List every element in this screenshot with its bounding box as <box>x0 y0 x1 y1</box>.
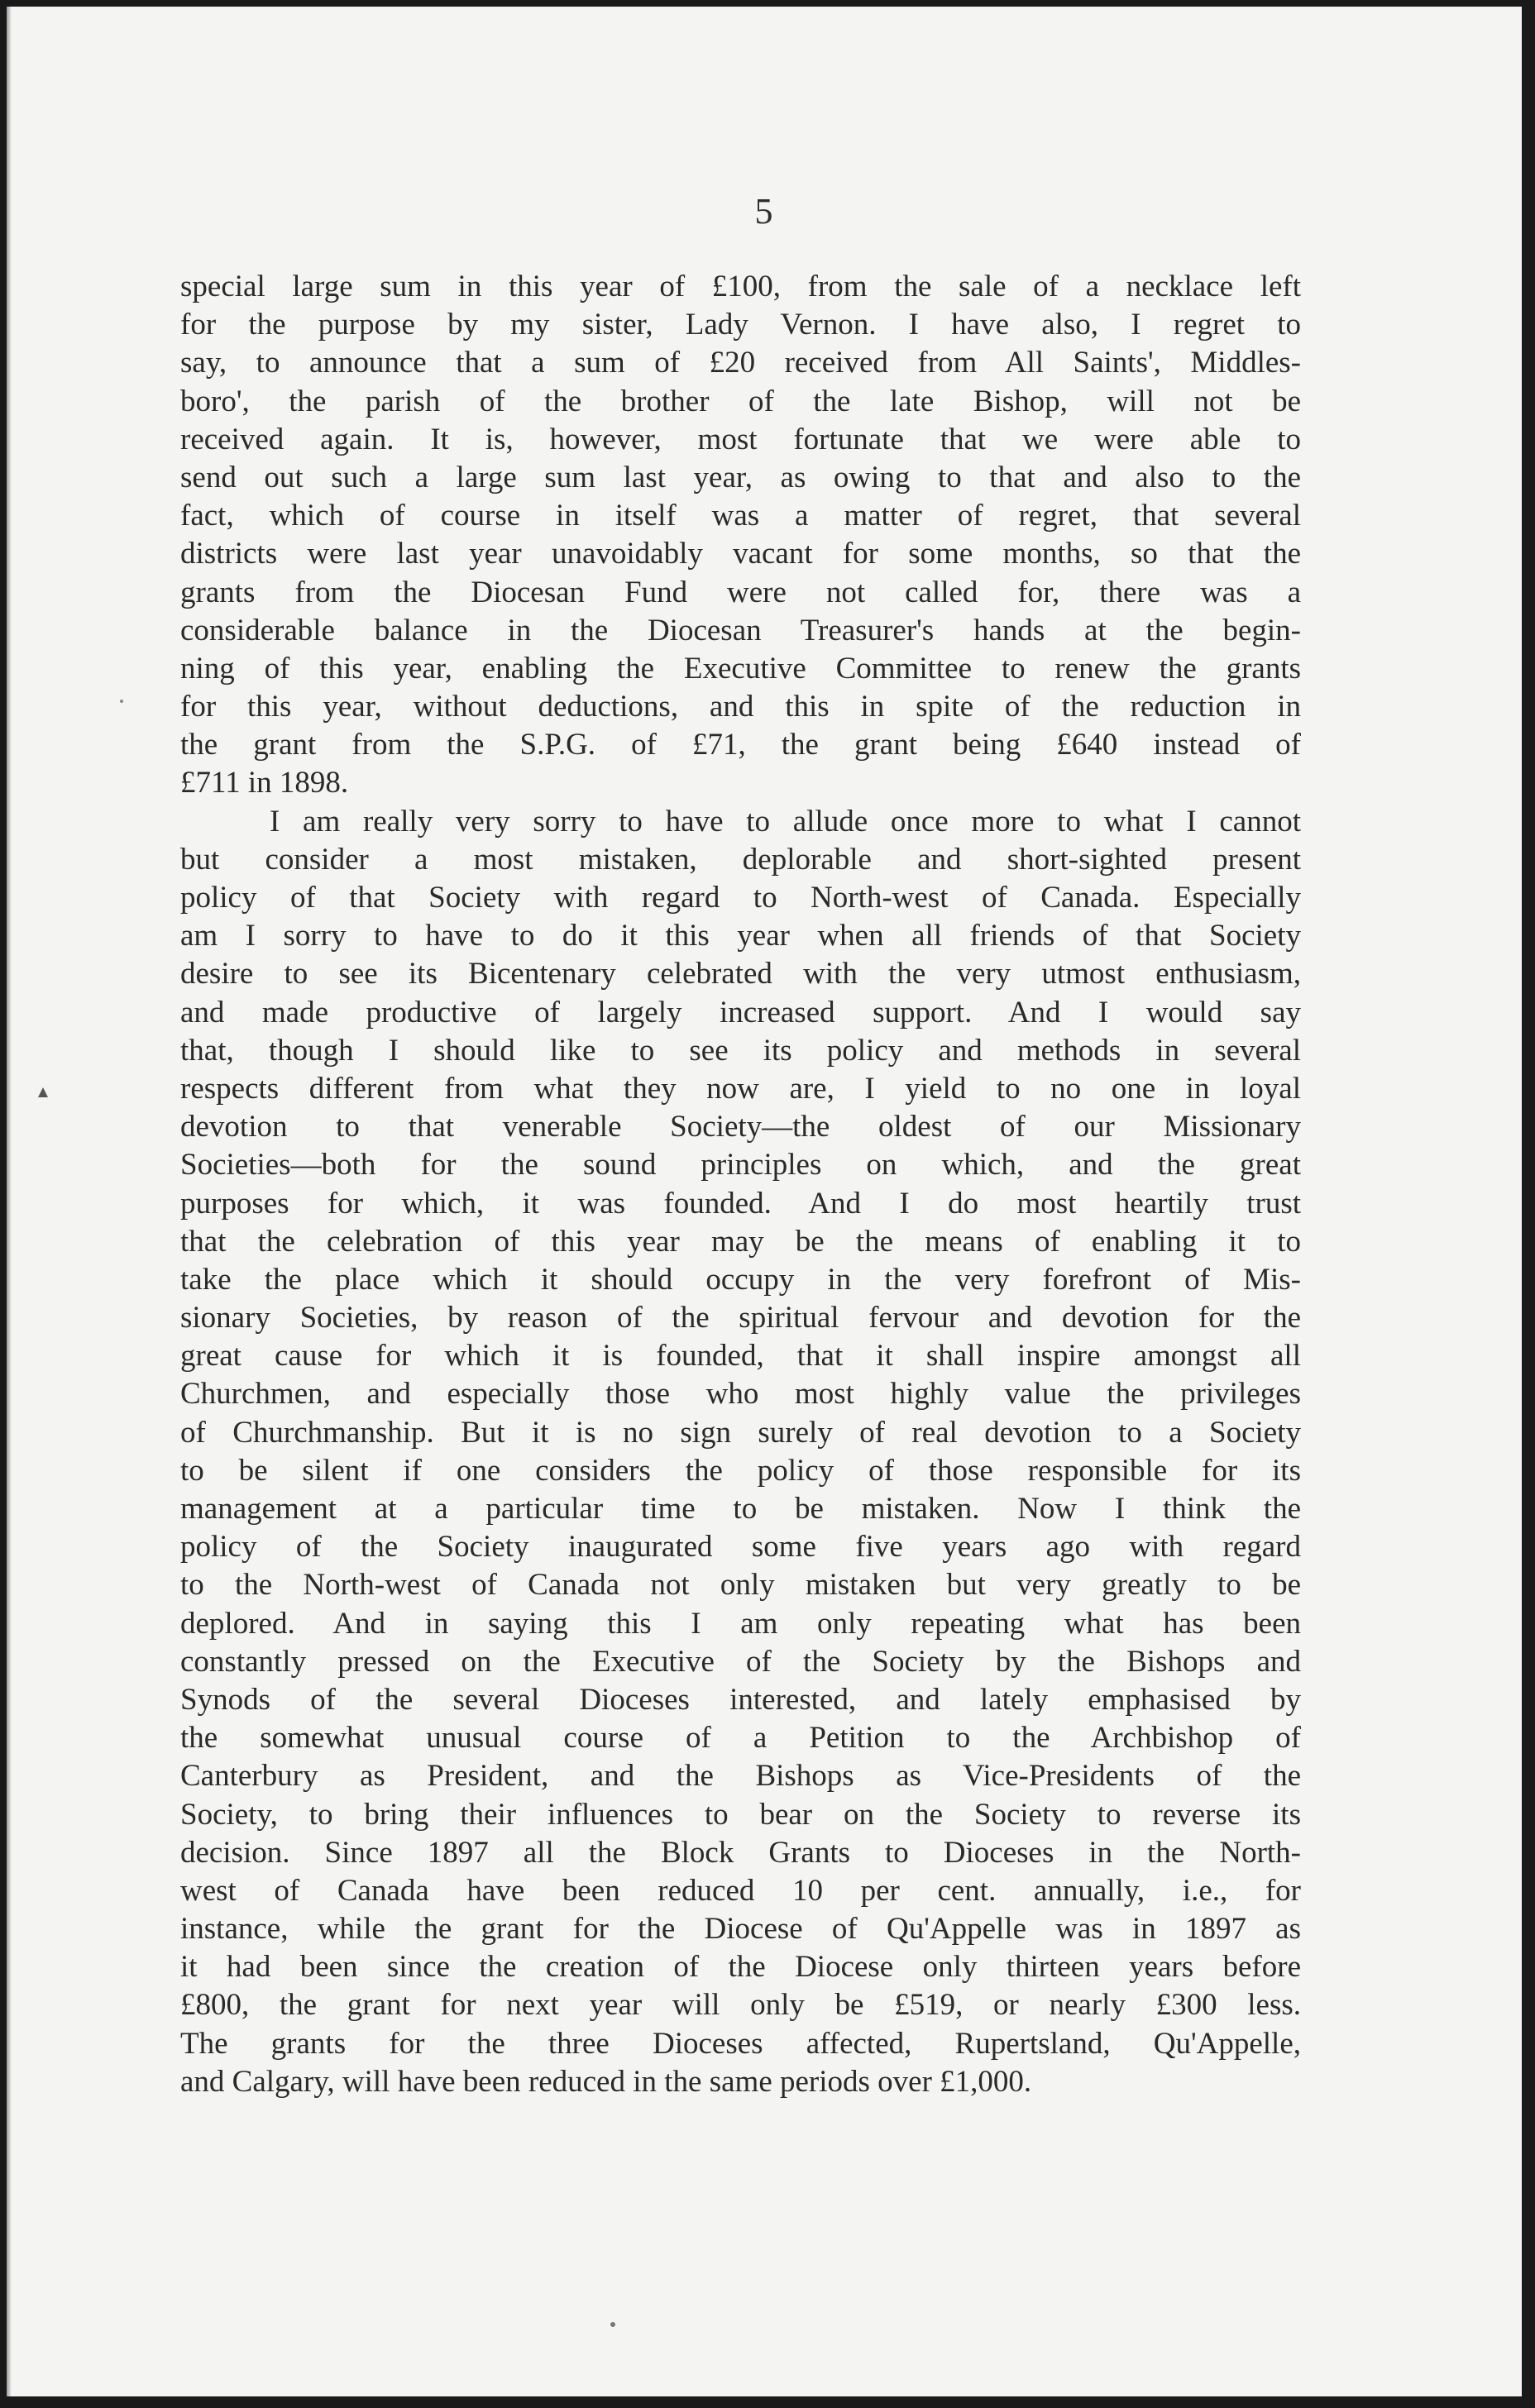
text-line: respects different from what they now are, I yield to no one in loyal <box>180 1071 1301 1106</box>
text-line: fact, which of course in itself was a matter of regret, that several <box>180 499 1301 533</box>
text-line: Churchmen, and especially those who most highly value the privileges <box>180 1377 1301 1412</box>
text-line: policy of that Society with regard to North-west of Canada. Especially <box>180 881 1301 915</box>
text-line: £711 in 1898. <box>180 766 349 800</box>
text-line: west of Canada have been reduced 10 per cent. annually, i.e., for <box>180 1873 1301 1908</box>
text-line: decision. Since 1897 all the Block Grants to Dioceses in the North- <box>180 1835 1301 1870</box>
text-line: to be silent if one considers the policy of those responsible for its <box>180 1453 1301 1488</box>
paragraph <box>180 803 1301 2101</box>
text-line: send out such a large sum last year, as owing to that and also to the <box>180 460 1301 494</box>
text-line: for this year, without deductions, and this in spite of the reduction in <box>180 690 1301 724</box>
text-line: grants from the Diocesan Fund were not called for, there was a <box>180 575 1301 609</box>
text-line: management at a particular time to be mistaken. Now I think the <box>180 1492 1301 1526</box>
text-line: to the North-west of Canada not only mistaken but very greatly to be <box>180 1568 1301 1603</box>
text-line: special large sum in this year of £100, from the sale of a necklace left <box>180 270 1301 303</box>
text-line: districts were last year unavoidably vacant for some months, so that the <box>180 537 1301 571</box>
text-line: and made productive of largely increased support. And I would say <box>180 995 1301 1030</box>
text-line: and Calgary, will have been reduced in the same periods over £1,000. <box>180 2064 1032 2099</box>
footer-speck <box>610 2322 615 2327</box>
text-line: I am really very sorry to have to allude once more to what I cannot <box>270 804 1301 838</box>
page-left-shadow <box>7 7 12 2396</box>
text-line: for the purpose by my sister, Lady Vernon. I have also, I regret to <box>180 308 1301 342</box>
text-line: the grant from the S.P.G. of £71, the grant being £640 instead of <box>180 728 1301 762</box>
text-line: considerable balance in the Diocesan Treasurer's hands at the begin- <box>180 613 1301 647</box>
text-line: the somewhat unusual course of a Petition to the Archbishop of <box>180 1721 1301 1756</box>
text-line: instance, while the grant for the Diocese of Qu'Appelle was in 1897 as <box>180 1912 1301 1947</box>
text-line: say, to announce that a sum of £20 received from All Saints', Middles- <box>180 346 1301 380</box>
text-line: great cause for which it is founded, that it shall inspire amongst all <box>180 1339 1301 1374</box>
text-line: policy of the Society inaugurated some five years ago with regard <box>180 1530 1301 1565</box>
text-line: sionary Societies, by reason of the spiritual fervour and devotion for the <box>180 1301 1301 1335</box>
text-line: that the celebration of this year may be the means of enabling it to <box>180 1224 1301 1259</box>
paragraph <box>180 268 1301 803</box>
text-line: that, though I should like to see its policy and methods in several <box>180 1033 1301 1068</box>
text-line: Synods of the several Dioceses interested, and lately emphasised by <box>180 1682 1301 1717</box>
scan-border-top <box>0 0 1535 7</box>
text-line: purposes for which, it was founded. And I do most heartily trust <box>180 1186 1301 1221</box>
text-line: Societies—both for the sound principles on which, and the great <box>180 1148 1301 1182</box>
text-line: am I sorry to have to do it this year when all friends of that Society <box>180 919 1301 953</box>
margin-speck <box>120 700 123 703</box>
text-line: ning of this year, enabling the Executive Committee to renew the grants <box>180 651 1301 686</box>
document-page <box>7 7 1522 2396</box>
text-line: deplored. And in saying this I am only repeating what has been <box>180 1606 1301 1641</box>
text-line: £800, the grant for next year will only be £519, or nearly £300 less. <box>180 1988 1301 2023</box>
text-line: devotion to that venerable Society—the oldest of our Missionary <box>180 1110 1301 1144</box>
page-number: 5 <box>754 191 774 232</box>
margin-arrow-mark <box>38 1087 48 1097</box>
text-line: of Churchmanship. But it is no sign surely of real devotion to a Society <box>180 1415 1301 1450</box>
text-line: but consider a most mistaken, deplorable and short-sighted present <box>180 842 1301 877</box>
text-line: Canterbury as President, and the Bishops as Vice-Presidents of the <box>180 1759 1301 1794</box>
text-line: desire to see its Bicentenary celebrated with the very utmost enthusiasm, <box>180 957 1301 991</box>
text-line: received again. It is, however, most fortunate that we were able to <box>180 422 1301 456</box>
text-line: The grants for the three Dioceses affected, Rupertsland, Qu'Appelle, <box>180 2026 1301 2061</box>
text-line: take the place which it should occupy in the very forefront of Mis- <box>180 1262 1301 1297</box>
text-line: boro', the parish of the brother of the late Bishop, will not be <box>180 384 1301 418</box>
text-line: Society, to bring their influences to bear on the Society to reverse its <box>180 1797 1301 1832</box>
text-line: it had been since the creation of the Diocese only thirteen years before <box>180 1950 1301 1985</box>
text-line: constantly pressed on the Executive of the Society by the Bishops and <box>180 1644 1301 1679</box>
paragraph-container <box>180 268 1301 2101</box>
body-text <box>180 268 1301 2101</box>
